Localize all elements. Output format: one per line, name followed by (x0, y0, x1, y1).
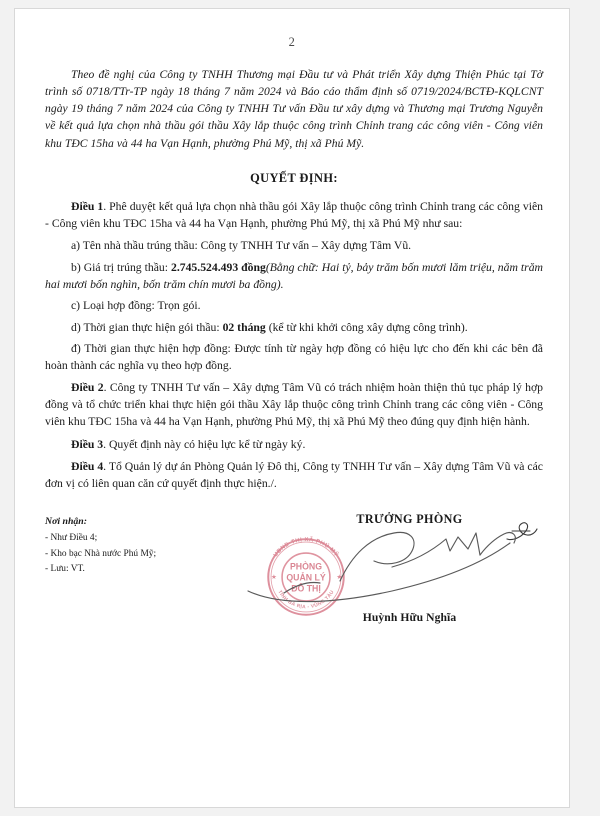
signer-name: Huỳnh Hữu Nghĩa (362, 611, 457, 625)
item-dd-prefix: đ) Thời gian thực hiện hợp đồng: (71, 341, 235, 355)
recipients-title: Nơi nhận: (45, 516, 88, 528)
item-d (45, 319, 543, 336)
recipients-block (45, 514, 156, 577)
seal-line-2: QUẢN LÝ (286, 573, 326, 584)
item-d-prefix: d) Thời gian thực hiện gói thầu: (71, 320, 223, 334)
article-4 (45, 458, 543, 493)
item-b-amount: 2.745.524.493 đồng (170, 260, 266, 274)
article-3-label: Điều 3 (71, 437, 104, 451)
seal-line-1: PHÒNG (289, 562, 323, 573)
article-3 (45, 436, 543, 453)
seal-line-3: ĐÔ THỊ (291, 584, 321, 595)
item-b-in-words: (Bằng chữ: Hai tỷ, bảy trăm bốn mươi lăm triệu, năm trăm hai mươi bốn nghìn, bốn trăm chín mươi ba đồng). (45, 260, 543, 292)
signature-block (271, 512, 517, 625)
item-c-prefix: c) Loại hợp đồng: (71, 299, 158, 313)
seal-rim-top: UBND THỊ XÃ PHÚ MỸ (272, 537, 340, 559)
intro-paragraph: Theo đề nghị của Công ty TNHH Thương mại Đầu tư và Phát triển Xây dựng Thiện Phúc tại Tờ trình số 0718/TTr-TP ngày 18 tháng 7 năm 2024 và Báo cáo thẩm định số 0719/2024/BCTĐ-KQLCNT ngày 19 tháng 7 năm 2024 của Công ty TNHH Tư vấn Đầu tư xây dựng và Thương mại Trương Nguyễn về kết quả lựa chọn nhà thầu gói thầu Xây lắp thuộc công trình Chỉnh trang các công viên - Công viên khu TĐC 15ha và 44 ha Vạn Hạnh, phường Phú Mỹ, thị xã Phú Mỹ. (45, 68, 543, 150)
article-2 (45, 379, 543, 431)
list-item: - Lưu: VT. (45, 562, 156, 577)
recipients-list (45, 531, 156, 577)
article-1 (45, 198, 543, 233)
article-2-text: . Công ty TNHH Tư vấn – Xây dựng Tâm Vũ có trách nhiệm hoàn thiện thủ tục pháp lý hợp đồng và tổ chức triển khai thực hiện gói thầu Xây lắp thuộc công trình Chỉnh trang các công viên - Công viên khu TĐC 15ha và 44 ha Vạn Hạnh, phường Phú Mỹ, thị xã Phú Mỹ theo đúng quy định hiện hành. (45, 380, 543, 429)
item-a-value: Công ty TNHH Tư vấn – Xây dựng Tâm Vũ. (200, 239, 412, 253)
signature-area (271, 527, 517, 611)
document-page (14, 8, 570, 808)
article-1-label: Điều 1 (71, 199, 104, 213)
item-dd (45, 340, 543, 375)
footer-zone (45, 514, 543, 664)
item-b (45, 259, 543, 294)
item-b-prefix: b) Giá trị trúng thầu: (71, 260, 171, 274)
document-body (15, 66, 569, 664)
svg-text:UBND THỊ XÃ PHÚ MỸ (273, 537, 340, 559)
article-4-label: Điều 4 (71, 459, 104, 473)
item-c-value: Trọn gói. (157, 299, 201, 313)
list-item: - Kho bạc Nhà nước Phú Mỹ; (45, 547, 156, 562)
page-number: 2 (288, 35, 296, 49)
item-d-suffix: (kể từ khi khởi công xây dựng công trình). (265, 320, 468, 334)
article-4-text: . Tổ Quản lý dự án Phòng Quản lý Đô thị, Công ty TNHH Tư vấn – Xây dựng Tâm Vũ và các đơn vị có liên quan căn cứ quyết định thực hiện./. (45, 459, 543, 491)
item-a (45, 237, 543, 254)
article-2-label: Điều 2 (71, 380, 104, 394)
list-item: - Như Điều 4; (45, 531, 156, 546)
seal-rim-bottom: TỈNH BÀ RỊA - VŨNG TÀU (276, 590, 336, 611)
item-d-duration: 02 tháng (222, 320, 266, 334)
item-c (45, 297, 543, 314)
decision-heading: QUYẾT ĐỊNH: (250, 170, 338, 185)
official-seal-stamp (260, 531, 352, 623)
item-a-prefix: a) Tên nhà thầu trúng thầu: (71, 239, 201, 253)
svg-text:★: ★ (336, 574, 343, 582)
svg-text:★: ★ (271, 574, 277, 582)
signer-title: TRƯỞNG PHÒNG (356, 512, 463, 527)
article-3-text: . Quyết định này có hiệu lực kể từ ngày ký. (103, 437, 306, 451)
article-1-text: . Phê duyệt kết quả lựa chọn nhà thầu gói Xây lắp thuộc công trình Chỉnh trang các công viên - Công viên khu TĐC 15ha và 44 ha Vạn Hạnh, phường Phú Mỹ, thị xã Phú Mỹ như sau: (45, 199, 543, 231)
item-dd-value: Được tính từ ngày hợp đồng có hiệu lực cho đến khi các bên đã hoàn thành các nghĩa vụ theo hợp đồng. (45, 341, 543, 373)
